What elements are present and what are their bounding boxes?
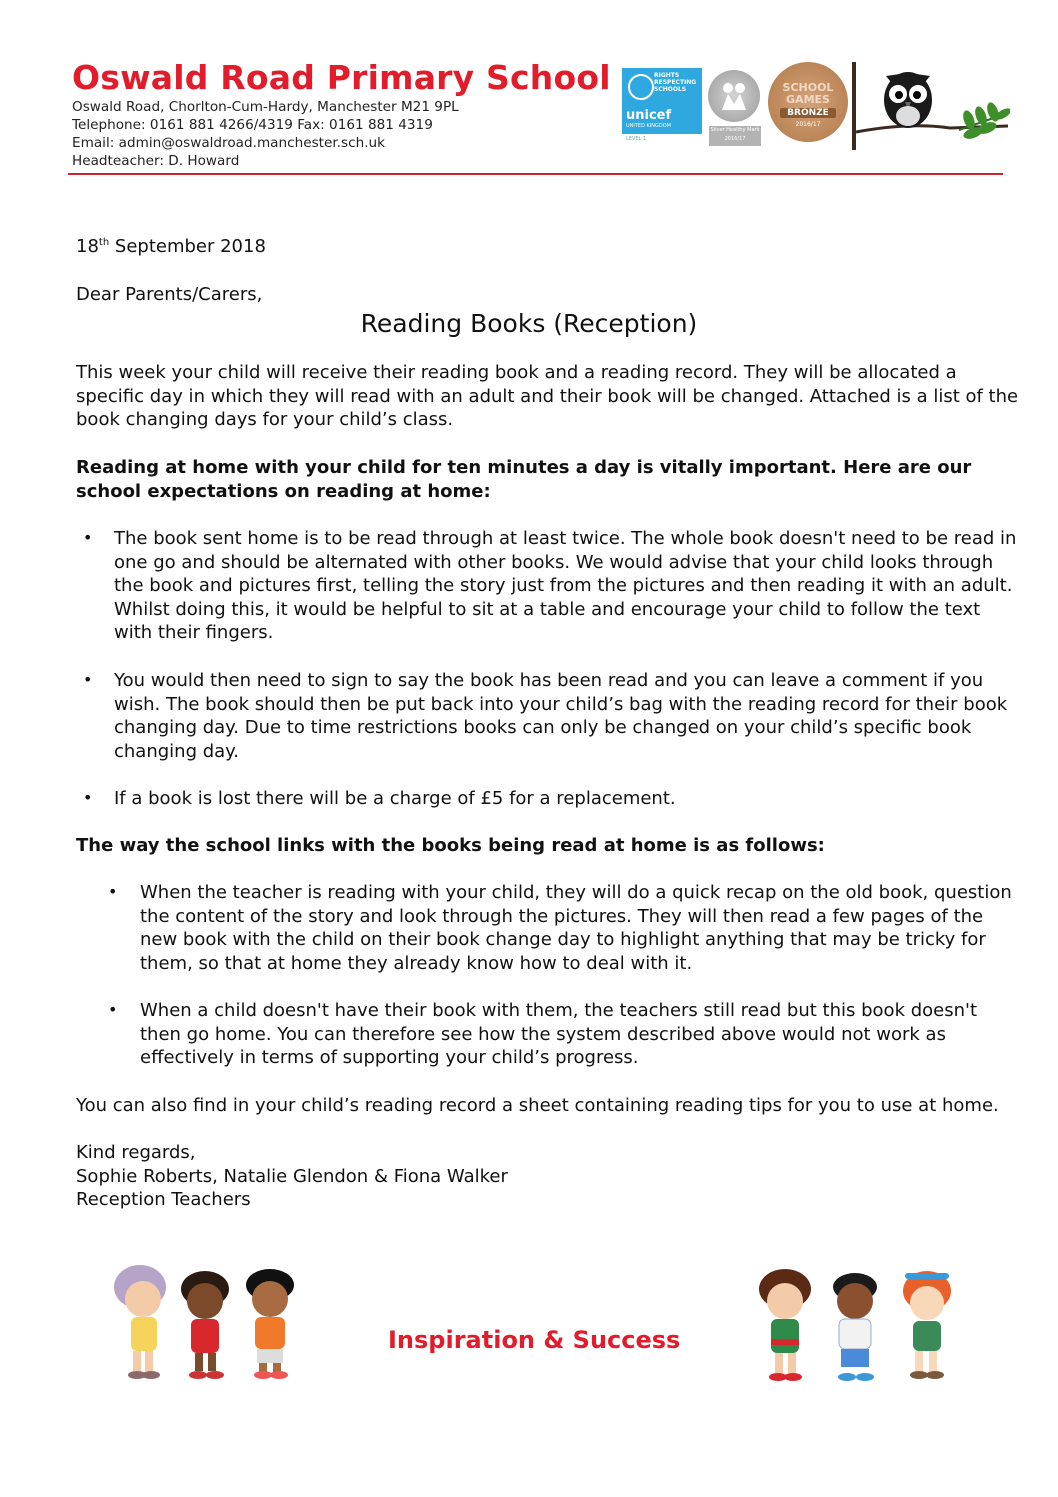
- healthy-school-label: Silver Healthy Mark 2016/17: [709, 126, 761, 146]
- signatories: Sophie Roberts, Natalie Glendon & Fiona Walker: [76, 1165, 508, 1187]
- bullet-line: changing day.: [114, 740, 239, 762]
- expectations-heading-line: Reading at home with your child for ten minutes a day is vitally important. Here are our: [76, 457, 972, 478]
- healthy-school-badge: [708, 70, 760, 122]
- unicef-level: LEVEL 1: [626, 136, 647, 142]
- school-motto: Inspiration & Success: [388, 1326, 681, 1354]
- bullet-line: effectively in terms of supporting your child’s progress.: [140, 1047, 639, 1069]
- intro-line: book changing days for your child’s class.: [76, 409, 454, 431]
- bullet-line: one go and should be alternated with other books. We would advise that your child looks through: [114, 551, 994, 573]
- owl-logo: [850, 60, 1010, 155]
- home-bullet-1: [114, 527, 1016, 645]
- headteacher: Headteacher: D. Howard: [72, 153, 240, 169]
- bronze-award-text: BRONZE: [780, 108, 836, 118]
- children-illustration-right: [745, 1265, 970, 1390]
- school-email: Email: admin@oswaldroad.manchester.sch.uk: [72, 135, 386, 151]
- school-address: Oswald Road, Chorlton-Cum-Hardy, Manchester M21 9PL: [72, 99, 459, 115]
- bullet-line: If a book is lost there will be a charge of £5 for a replacement.: [114, 788, 676, 809]
- bullet-line: When a child doesn't have their book with them, the teachers still read but this book doesn't: [140, 1000, 978, 1021]
- date-day: 18: [76, 236, 99, 257]
- bullet-line: new book with the child on their book change day to highlight anything that may be tricky for: [140, 929, 986, 951]
- school-bullet-2: [140, 999, 977, 1070]
- bullet-icon: •: [83, 528, 93, 547]
- signoff-block: [76, 1141, 508, 1212]
- bullet-line: the book and pictures first, telling the story just from the pictures and then reading it with an adult.: [114, 575, 1013, 597]
- unicef-logo-text: unicef: [626, 108, 672, 123]
- leaves-icon: [955, 100, 1010, 140]
- bullet-line: changing day. Due to time restrictions books can only be changed on your child’s specific book: [114, 717, 972, 739]
- home-bullet-2: [114, 669, 1007, 763]
- bullet-icon: •: [108, 882, 118, 901]
- expectations-heading-line: school expectations on reading at home:: [76, 480, 491, 502]
- children-figures-icon: [708, 70, 760, 122]
- bullet-line: then go home. You can therefore see how the system described above would not work as: [140, 1023, 946, 1045]
- school-telephone: Telephone: 0161 881 4266/4319 Fax: 0161 881 4319: [72, 117, 433, 133]
- bullet-icon: •: [83, 788, 93, 807]
- children-illustration-left: [95, 1265, 315, 1385]
- home-bullet-3: [114, 787, 676, 811]
- unicef-rights-respecting-badge: [622, 68, 702, 134]
- letter-date: [76, 236, 266, 257]
- closing-note: You can also find in your child’s reading record a sheet containing reading tips for you to use at home.: [76, 1095, 999, 1116]
- bullet-line: Whilst doing this, it would be helpful to sit at a table and encourage your child to follow the text: [114, 598, 981, 620]
- bullet-line: The book sent home is to be read through at least twice. The whole book doesn't need to be read in: [114, 528, 1017, 549]
- bullet-icon: •: [83, 670, 93, 689]
- unicef-badge-text: RIGHTS RESPECTING SCHOOLS: [654, 72, 697, 93]
- date-suffix: th: [98, 237, 110, 248]
- intro-line: specific day in which they will read with an adult and their book will be changed. Attached is a list of the: [76, 385, 1019, 407]
- school-games-bronze-badge: [768, 62, 848, 142]
- school-name: Oswald Road Primary School: [72, 58, 611, 97]
- unicef-sub-text: UNITED KINGDOM: [626, 123, 671, 129]
- expectations-heading: [76, 456, 971, 503]
- bullet-line: them, so that at home they already know how to deal with it.: [140, 952, 693, 974]
- bullet-line: When the teacher is reading with your child, they will do a quick recap on the old book, question: [140, 882, 1012, 903]
- bullet-line: wish. The book should then be put back into your child’s bag with the reading record for their book: [114, 693, 1008, 715]
- bullet-icon: •: [108, 1000, 118, 1019]
- signoff: Kind regards,: [76, 1142, 196, 1163]
- school-links-heading: The way the school links with the books being read at home is as follows:: [76, 835, 825, 856]
- school-games-line2: GAMES: [786, 93, 830, 106]
- intro-line: This week your child will receive their reading book and a reading record. They will be allocated a: [76, 362, 957, 383]
- header-divider: [68, 173, 1003, 175]
- signatory-role: Reception Teachers: [76, 1189, 251, 1211]
- bullet-line: the content of the story and look through the pictures. They will then read a few pages of the: [140, 905, 984, 927]
- date-rest: September 2018: [109, 236, 266, 257]
- bronze-year-text: 2016/17: [795, 121, 821, 128]
- school-bullet-1: [140, 881, 1012, 975]
- intro-paragraph: [76, 361, 1018, 432]
- globe-icon: [628, 74, 654, 100]
- letter-title: Reading Books (Reception): [360, 309, 698, 338]
- school-games-line1: SCHOOL: [782, 81, 834, 94]
- bullet-line: with their fingers.: [114, 622, 274, 644]
- bullet-line: You would then need to sign to say the book has been read and you can leave a comment if you: [114, 670, 984, 691]
- salutation: Dear Parents/Carers,: [76, 284, 263, 305]
